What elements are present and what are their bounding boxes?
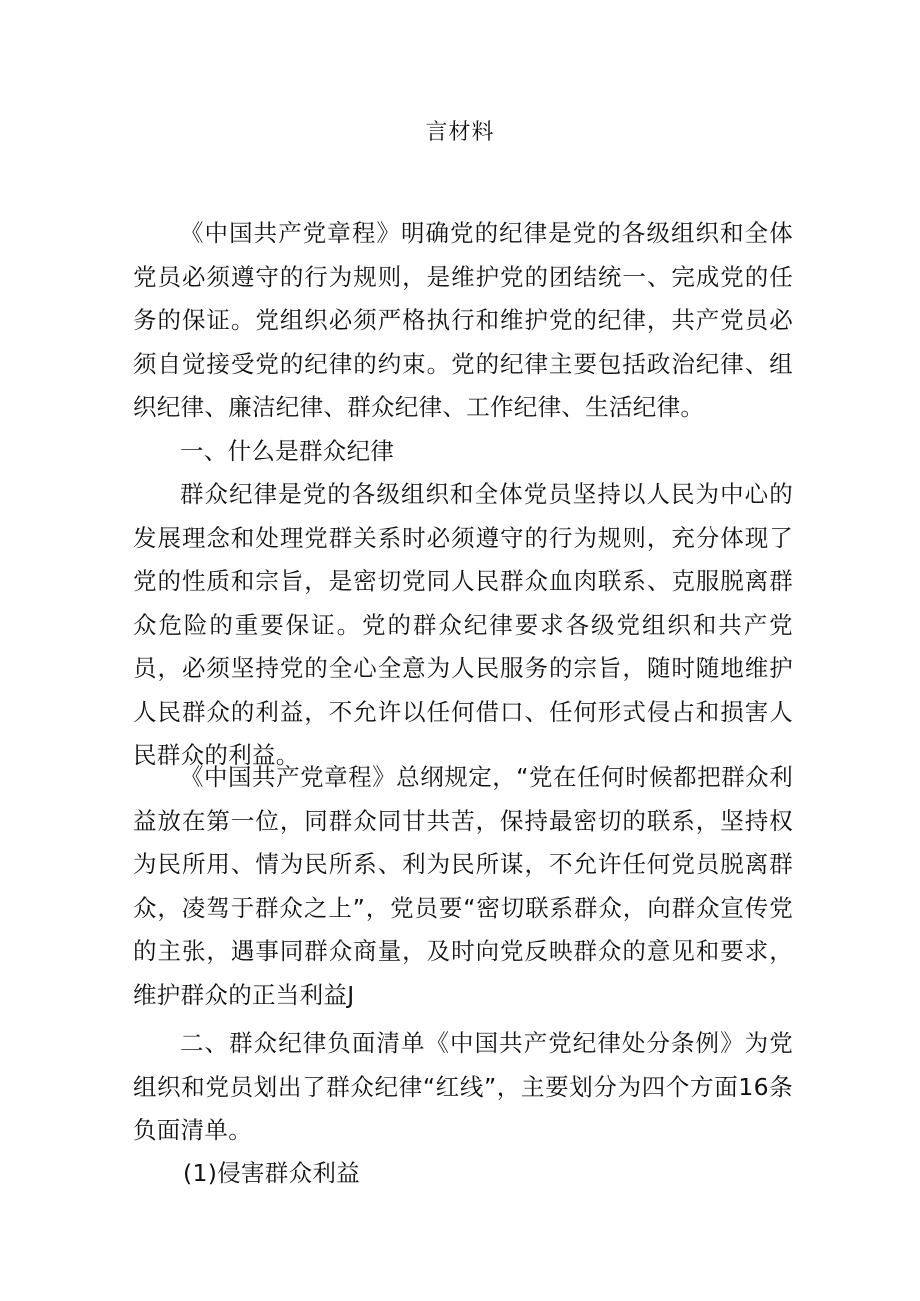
charter-quote-paragraph: 《中国共产党章程》总纲规定，“党在任何时候都把群众利益放在第一位，同群众同甘共苦，保持最密切的联系，坚持权为民所用、情为民所系、利为民所谋，不允许任何党员脱离群众，凌驾于群众之上”，党员要“密切联系群众，向群众宣传党的主张，遇事同群众商量，及时向党反映群众的意见和要求，维护群众的正当利益J (133, 763, 793, 1009)
intro-paragraph: 《中国共产党章程》明确党的纪律是党的各级组织和全体党员必须遵守的行为规则，是维护党的团结统一、完成党的任务的保证。党组织必须严格执行和维护党的纪律，共产党员必须自觉接受党的纪律的约束。党的纪律主要包括政治纪律、组织纪律、廉洁纪律、群众纪律、工作纪律、生活纪律。 (133, 219, 793, 421)
definition-paragraph: 群众纪律是党的各级组织和全体党员坚持以人民为中心的发展理念和处理党群关系时必须遵守的行为规则，充分体现了党的性质和宗旨，是密切党同人民群众血肉联系、克服脱离群众危险的重要保证。党的群众纪律要求各级党组织和共产党员，必须坚持党的全心全意为人民服务的宗旨，随时随地维护人民群众的利益，不允许以任何借口、任何形式侵占和损害人民群众的利益。 (133, 480, 793, 769)
subsection-heading: (1)侵害群众利益 (183, 1159, 360, 1187)
section-heading-two: 二、群众纪律负面清单《中国共产党纪律处分条例》为党组织和党员划出了群众纪律“红线”，主要划分为四个方面16条负面清单。 (133, 1029, 793, 1144)
section-heading-one: 一、什么是群众纪律 (180, 437, 395, 465)
document-title: 言材料 (425, 120, 495, 145)
